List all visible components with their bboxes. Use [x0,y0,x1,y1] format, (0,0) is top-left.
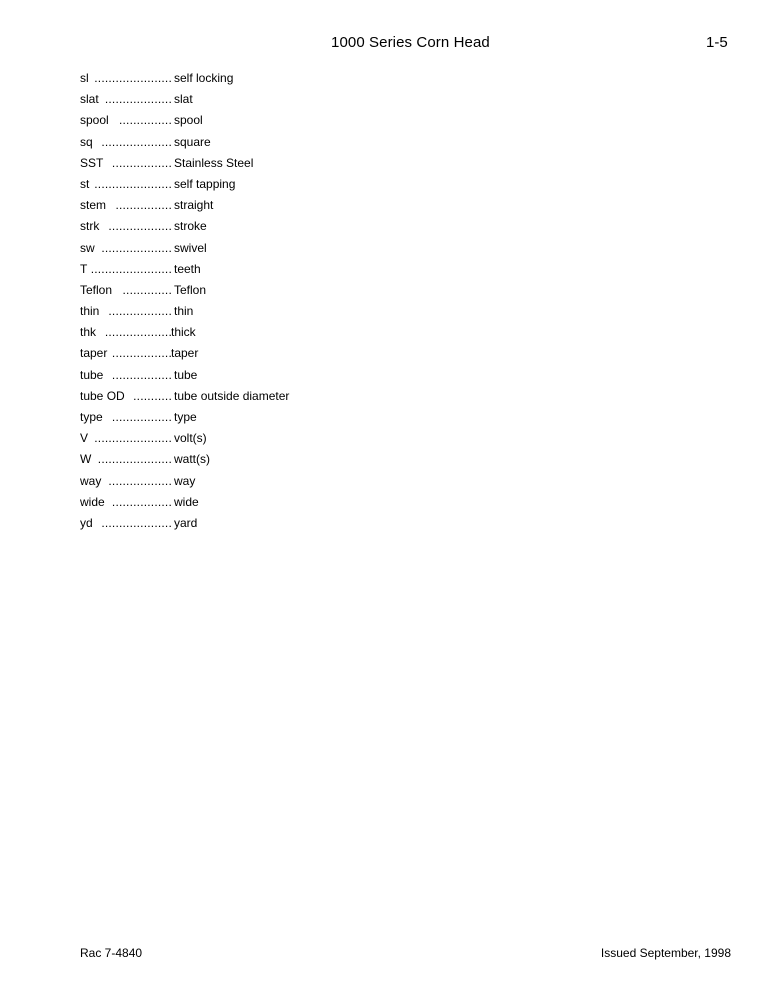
dot-leader: ................. [111,410,172,424]
abbreviation-term: tube OD [80,388,125,403]
abbreviation-term: sw [80,240,95,255]
row-leader [80,367,172,383]
abbreviation-term: thk [80,325,97,340]
abbreviation-meaning: square [174,134,211,149]
row-leader [80,197,172,213]
abbreviation-term: strk [80,219,100,234]
row-leader [80,91,172,107]
abbreviation-term: type [80,410,103,424]
row-leader [80,261,172,277]
abbreviation-row [80,473,380,494]
dot-leader: ........... [133,388,172,403]
dot-leader: ................. [111,155,172,170]
abbreviation-term: Teflon [80,282,113,297]
abbreviation-meaning: straight [174,198,214,213]
abbreviation-row [80,70,380,91]
dot-leader: ................... [104,325,172,340]
abbreviation-row [80,409,380,430]
row-leader [80,324,172,340]
row-leader [80,430,172,446]
row-leader [80,240,172,256]
abbreviation-row [80,303,380,324]
dot-leader: .................. [108,219,172,234]
dot-leader: .................... [101,515,172,530]
abbreviation-term: thin [80,304,100,319]
abbreviation-meaning: slat [174,92,193,107]
dot-leader: ...................... [94,71,172,85]
dot-leader: .................... [101,240,172,255]
document-title: 1000 Series Corn Head [331,34,490,51]
row-leader [80,176,172,192]
dot-leader: ................... [104,92,172,107]
row-leader [80,303,172,319]
abbreviation-row [80,282,380,303]
abbreviation-meaning: wide [174,494,199,509]
dot-leader: ............... [118,113,172,128]
dot-leader: ................ [115,198,172,213]
row-leader [80,70,172,86]
abbreviation-term: wide [80,494,105,509]
abbreviation-meaning: tube [174,367,198,382]
abbreviation-row [80,451,380,472]
dot-leader: .................. [108,304,172,319]
document-number: Rac 7-4840 [80,946,143,960]
abbreviation-term: tube [80,367,104,382]
row-leader [80,409,172,425]
abbreviation-meaning: way [174,473,196,488]
abbreviation-term: SST [80,155,104,170]
row-leader [80,515,172,531]
abbreviation-list [80,70,380,536]
abbreviation-row [80,218,380,239]
abbreviation-row [80,261,380,282]
abbreviation-term: st [80,176,90,191]
abbreviation-term: sq [80,134,93,149]
abbreviation-row [80,240,380,261]
abbreviation-term: V [80,431,89,446]
abbreviation-row [80,197,380,218]
dot-leader: .................... [101,134,172,149]
row-leader [80,218,172,234]
abbreviation-meaning: yard [174,515,198,530]
abbreviation-row [80,388,380,409]
abbreviation-meaning: self locking [174,71,234,85]
abbreviation-row [80,324,380,345]
abbreviation-meaning: swivel [174,240,207,255]
row-leader [80,494,172,510]
row-leader [80,112,172,128]
dot-leader: .................. [108,473,172,488]
page-number: 1-5 [706,34,728,51]
abbreviation-term: sl [80,71,89,85]
abbreviation-row [80,134,380,155]
row-leader [80,388,172,404]
abbreviation-meaning: thin [174,304,194,319]
abbreviation-row [80,430,380,451]
abbreviation-row [80,91,380,112]
abbreviation-term: way [80,473,102,488]
abbreviation-meaning: taper [171,346,199,361]
abbreviation-meaning: thick [171,325,196,340]
abbreviation-term: spool [80,113,109,128]
dot-leader: ................. [111,346,172,361]
row-leader [80,451,172,467]
abbreviation-meaning: Stainless Steel [174,155,254,170]
row-leader [80,155,172,171]
abbreviation-meaning: Teflon [174,282,207,297]
abbreviation-row [80,155,380,176]
row-leader [80,134,172,150]
abbreviation-row [80,515,380,536]
dot-leader: ....................... [90,261,172,276]
dot-leader: ..................... [97,452,172,467]
abbreviation-term: yd [80,515,93,530]
abbreviation-meaning: spool [174,113,203,128]
abbreviation-meaning: watt(s) [174,452,210,467]
abbreviation-row [80,176,380,197]
dot-leader: ...................... [94,431,172,446]
abbreviation-row [80,494,380,515]
abbreviation-term: slat [80,92,99,107]
abbreviation-row [80,345,380,366]
dot-leader: ................. [111,494,172,509]
dot-leader: .............. [122,282,172,297]
abbreviation-meaning: self tapping [174,176,236,191]
abbreviation-row [80,367,380,388]
row-leader [80,282,172,298]
abbreviation-term: W [80,452,92,467]
row-leader [80,345,172,361]
row-leader [80,473,172,489]
dot-leader: ...................... [94,176,172,191]
abbreviation-meaning: volt(s) [174,431,207,446]
abbreviation-term: T [80,261,88,276]
abbreviation-meaning: tube outside diameter [174,388,290,403]
abbreviation-term: taper [80,346,108,361]
abbreviation-row [80,112,380,133]
abbreviation-meaning: stroke [174,219,207,234]
dot-leader: ................. [111,367,172,382]
abbreviation-meaning: type [174,410,197,424]
issue-date: Issued September, 1998 [600,946,731,960]
abbreviation-meaning: teeth [174,261,201,276]
abbreviation-term: stem [80,198,107,213]
